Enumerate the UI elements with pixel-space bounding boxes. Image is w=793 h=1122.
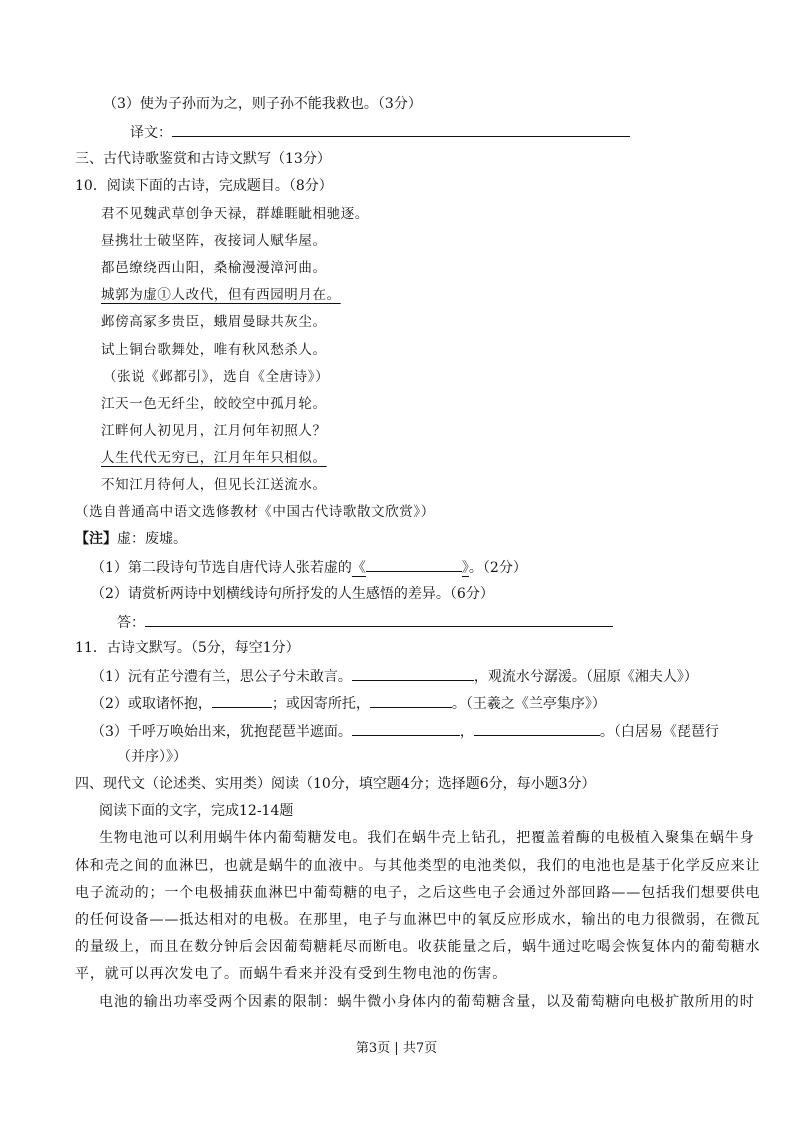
question-11-prompt: 11．古诗文默写。（5分，每空1分） bbox=[75, 640, 300, 656]
sub-3-comma: ， bbox=[459, 724, 474, 740]
page-footer: 第3页 | 共7页 bbox=[355, 1041, 438, 1056]
recitation-blank-1[interactable] bbox=[352, 665, 474, 681]
close-bracket: 》 bbox=[461, 560, 469, 576]
poem-line: 试上铜台歌舞处，唯有秋风愁杀人。 bbox=[101, 342, 327, 358]
note-label: 【注】 bbox=[75, 531, 117, 547]
passage-line: 体和壳之间的血淋巴，也就是蜗牛的血液中。与其他类型的电池类似，我们的电池也是基于化学反应来让 bbox=[75, 858, 761, 874]
passage-line: 的任何设备——抵达相对的电极。在那里，电子与血淋巴中的氧反应形成水，输出的电力很微弱，在微瓦 bbox=[75, 912, 761, 928]
poem-title-blank[interactable] bbox=[366, 556, 462, 572]
sub-2-source: 。（王羲之《兰亭集序》） bbox=[451, 696, 606, 712]
passage-line: 生物电池可以利用蜗牛体内葡萄糖发电。我们在蜗牛壳上钻孔，把覆盖着酶的电极植入聚集在蜗牛身 bbox=[99, 830, 755, 846]
question-10-prompt: 10．阅读下面的古诗，完成题目。（8分） bbox=[75, 178, 333, 194]
section-3-title: 三、古代诗歌鉴赏和古诗文默写（13分） bbox=[75, 151, 331, 167]
sub-2-mid: ；或因寄所托， bbox=[271, 696, 370, 712]
annotation bbox=[75, 529, 187, 549]
sub-3-source: 。（白居易《琵琶行 bbox=[599, 724, 719, 740]
sub-1-text: （1）第二段诗句节选自唐代诗人张若虚的 bbox=[91, 560, 352, 576]
question-11-sub-2 bbox=[91, 692, 606, 714]
poem-line: 都邑缭绕西山阳，桑榆漫漫漳河曲。 bbox=[101, 260, 327, 276]
poem-line: 不知江月待何人，但见长江送流水。 bbox=[101, 477, 327, 493]
answer-line bbox=[117, 611, 613, 633]
recitation-blank-5[interactable] bbox=[474, 720, 600, 736]
translation-line bbox=[130, 121, 630, 143]
recitation-blank-3[interactable] bbox=[370, 692, 452, 708]
translation-label: 译文： bbox=[130, 125, 172, 141]
passage-line: 电子流动的；一个电极捕获血淋巴中葡萄糖的电子，之后这些电子会通过外部回路——包括我们想要供电 bbox=[75, 885, 761, 901]
question-11-sub-3-continued: （并序）》） bbox=[117, 749, 187, 765]
reading-instruction: 阅读下面的文字，完成12-14题 bbox=[99, 803, 294, 819]
sub-3-text: （3）千呼万唤始出来，犹抱琵琶半遮面。 bbox=[91, 724, 352, 740]
note-text: 虚：废墟。 bbox=[117, 531, 187, 547]
question-11-sub-1 bbox=[91, 665, 698, 687]
question-11-sub-3 bbox=[91, 720, 719, 742]
recitation-blank-2[interactable] bbox=[212, 692, 272, 708]
poem-line: 君不见魏武草创争天禄，群雄睚眦相驰逐。 bbox=[101, 206, 369, 222]
answer-label: 答： bbox=[117, 615, 145, 631]
poem-1-source: （张说《邺都引》，选自《全唐诗》） bbox=[103, 369, 330, 385]
textbook-source: （选自普通高中语文选修教材《中国古代诗歌散文欣赏》） bbox=[75, 504, 435, 520]
poem-line: 江畔何人初见月，江月何年初照人？ bbox=[101, 423, 327, 439]
open-bracket: 《 bbox=[351, 560, 366, 576]
poem-line-underlined: 人生代代无穷已，江月年年只相似。 bbox=[101, 450, 327, 466]
question-10-sub-1 bbox=[91, 556, 527, 578]
question-9-item-3: （3）使为子孙而为之，则子孙不能我救也。（3分） bbox=[103, 96, 422, 112]
sub-1-source: ，观流水兮潺湲。（屈原《湘夫人》） bbox=[473, 669, 698, 685]
passage-line: 平，就可以再次发电了。而蜗牛看来并没有受到生物电池的伤害。 bbox=[75, 966, 508, 982]
translation-blank[interactable] bbox=[172, 121, 630, 137]
answer-blank[interactable] bbox=[145, 611, 613, 627]
poem-line: 邺傍高冢多贵臣，蛾眉曼睩共灰尘。 bbox=[101, 314, 327, 330]
passage-line: 电池的输出功率受两个因素的限制：蜗牛微小身体内的葡萄糖含量，以及葡萄糖向电极扩散所用的时 bbox=[99, 994, 755, 1010]
poem-line-underlined: 城郭为虚①人改代，但有西园明月在。 bbox=[101, 287, 341, 303]
sub-1-score: 。（2分） bbox=[468, 560, 527, 576]
section-4-title: 四、现代文（论述类、实用类）阅读（10分，填空题4分；选择题6分，每小题3分） bbox=[75, 776, 596, 792]
question-10-sub-2: （2）请赏析两诗中划横线诗句所抒发的人生感悟的差异。（6分） bbox=[91, 586, 494, 602]
recitation-blank-4[interactable] bbox=[352, 720, 460, 736]
poem-line: 昼携壮士破坚阵，夜接词人赋华屋。 bbox=[101, 233, 327, 249]
sub-1-text: （1）沅有芷兮澧有兰，思公子兮未敢言。 bbox=[91, 669, 352, 685]
passage-line: 的量级上，而且在数分钟后会因葡萄糖耗尽而断电。收获能量之后，蜗牛通过吃喝会恢复体内的葡萄糖水 bbox=[75, 939, 761, 955]
poem-line: 江天一色无纤尘，皎皎空中孤月轮。 bbox=[101, 396, 327, 412]
sub-2-text: （2）或取诸怀抱， bbox=[91, 696, 212, 712]
